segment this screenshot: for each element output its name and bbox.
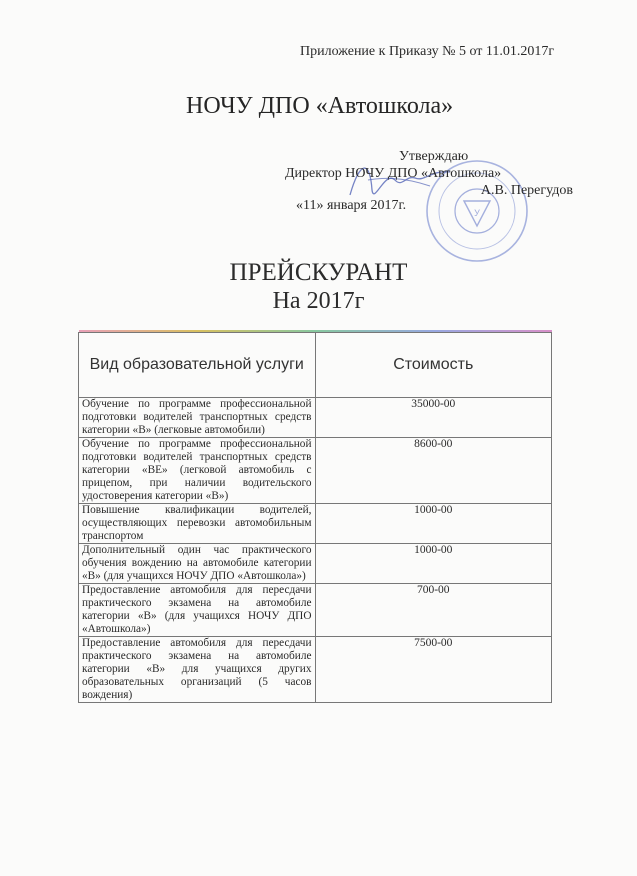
price-cell: 1000-00 [315,504,552,544]
organization-title: НОЧУ ДПО «Автошкола» [186,93,454,119]
approval-line-approve: Утверждаю [399,149,469,164]
document-title [0,258,637,316]
table-row [79,584,552,637]
table-row [79,398,552,438]
service-cell: Предоставление автомобиля для пересдачи практического экзамена на автомобиле категории «В» (для учащихся НОЧУ ДПО «Автошкола») [79,584,316,637]
table-row [79,504,552,544]
approval-block [285,148,585,199]
approval-date: «11» января 2017г. [296,198,407,213]
table-row [79,544,552,584]
approval-line-name: А.В. Перегудов [480,183,573,198]
service-cell: Дополнительный один час практического обучения вождению на автомобиле категории «В» (для учащихся НОЧУ ДПО «Автошкола») [79,544,316,584]
service-cell: Обучение по программе профессиональной подготовки водителей транспортных средств категории «В» (легковые автомобили) [79,398,316,438]
service-cell: Предоставление автомобиля для пересдачи практического экзамена на автомобиле категории «В» для учащихся других образовательных организаций (5 часов вождения) [79,637,316,703]
table-row [79,438,552,504]
price-cell: 8600-00 [315,438,552,504]
price-cell: 35000-00 [315,398,552,438]
svg-text:У: У [474,208,480,218]
approval-line-director: Директор НОЧУ ДПО «Автошкола» [285,166,502,181]
appendix-note: Приложение к Приказу № 5 от 11.01.2017г [300,44,555,59]
price-list-heading: ПРЕЙСКУРАНТ [229,259,408,286]
price-cell: 1000-00 [315,544,552,584]
service-cell: Повышение квалификации водителей, осуществляющих перевозки автомобильным транспортом [79,504,316,544]
table-row [79,637,552,703]
service-cell: Обучение по программе профессиональной подготовки водителей транспортных средств категории «ВЕ» (легковой автомобиль с прицепом, при наличии водительского удостоверения категории «В») [79,438,316,504]
column-header-service: Вид образовательной услуги [79,333,316,398]
price-cell: 7500-00 [315,637,552,703]
price-cell: 700-00 [315,584,552,637]
column-header-price: Стоимость [315,333,552,398]
price-table [78,330,552,703]
price-list-year: На 2017г [272,288,365,314]
